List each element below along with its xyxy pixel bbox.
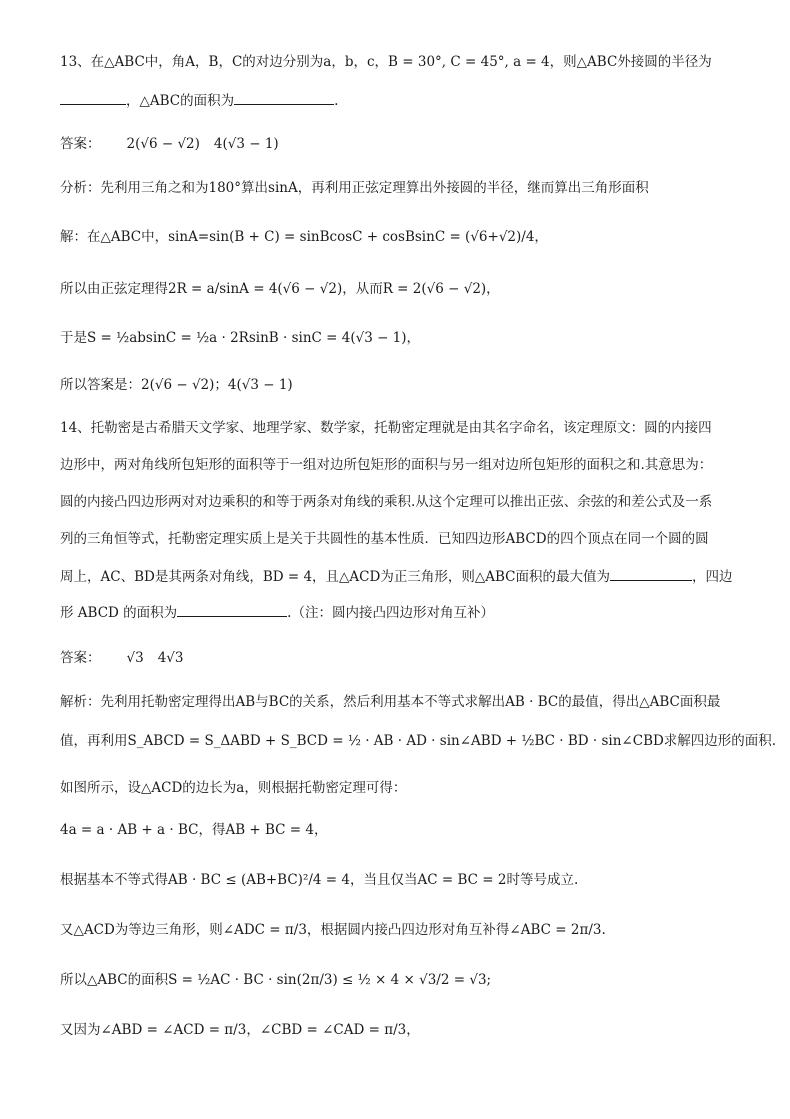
q13-analysis: 分析：先利用三角之和为180°算出sinA，再利用正弦定理算出外接圆的半径，继而算出三角形面积 [60,180,649,196]
q14-step-2: 4a = a · AB + a · BC，得AB + BC = 4， [60,822,328,838]
answer-label: 答案： [60,650,101,666]
q14-step-4: 又△ACD为等边三角形，则∠ADC = π/3，根据圆内接凸四边形对角互补得∠ABC = 2π/3. [60,922,606,938]
q14-step-5: 所以△ABC的面积S = ½AC · BC · sin(2π/3) ≤ ½ × 4 × √3/2 = √3; [60,972,492,988]
q13-solution-2: 所以由正弦定理得2R = a/sinA = 4(√6 − √2)，从而R = 2(√6 − √2)， [60,281,500,297]
q14-paragraph-6-end: .（注：圆内接凸四边形对角互补） [287,605,494,621]
answer-blank-1 [60,90,126,105]
q14-paragraph-4: 列的三角恒等式，托勒密定理实质上是关于共圆性的基本性质．已知四边形ABCD的四个顶点在同一个圆的圆 [60,531,709,547]
q14-answer [60,648,740,668]
q14-paragraph-6 [60,602,740,623]
q13-solution-4: 所以答案是：2(√6 − √2)；4(√3 − 1) [60,377,293,393]
answer-value-1: 2(√6 − √2) [126,136,200,152]
q13-question-mid: ，△ABC的面积为 [126,93,235,109]
answer-value-1: √3 [126,650,144,666]
q14-paragraph-5-end: ，四边 [691,569,733,585]
q13-question-end: . [334,93,339,109]
answer-value-2: 4(√3 − 1) [213,136,279,152]
q13-solution-1: 解：在△ABC中，sinA=sin(B + C) = sinBcosC + cosBsinC = (√6+√2)/4， [60,229,548,245]
q13-solution-3: 于是S = ½absinC = ½a · 2RsinB · sinC = 4(√3 − 1)， [60,330,421,346]
answer-value-2: 4√3 [157,650,184,666]
q14-paragraph-2: 边形中，两对角线所包矩形的面积等于一组对边所包矩形的面积与另一组对边所包矩形的面积之和.其意思为： [60,457,713,473]
q13-question-line1: 13、在△ABC中，角A，B，C的对边分别为a，b，c，B = 30°, C = 45°, a = 4，则△ABC外接圆的半径为 [60,54,712,70]
q13-answer [60,134,740,154]
answer-label: 答案： [60,136,101,152]
q14-step-1: 如图所示，设△ACD的边长为a，则根据托勒密定理可得： [60,780,407,796]
q14-analysis-1: 解析：先利用托勒密定理得出AB与BC的关系，然后利用基本不等式求解出AB · BC的最值，得出△ABC面积最 [60,694,721,710]
q14-analysis-2: 值，再利用S_ABCD = S_ΔABD + S_BCD = ½ · AB · AD · sin∠ABD + ½BC · BD · sin∠CBD求解四边形的面积. [60,733,777,749]
q14-paragraph-5 [60,566,740,587]
answer-blank-3 [610,566,692,581]
q13-question-line2 [60,90,740,111]
q14-paragraph-1: 14、托勒密是古希腊天文学家、地理学家、数学家，托勒密定理就是由其名字命名，该定理原文：圆的内接四 [60,420,712,436]
q14-paragraph-5-text: 周上，AC、BD是其两条对角线，BD = 4，且△ACD为正三角形，则△ABC面积的最大值为 [60,569,610,585]
q14-paragraph-6-text: 形 ABCD 的面积为 [60,605,178,621]
answer-blank-4 [177,602,287,617]
answer-blank-2 [234,90,334,105]
q14-step-3: 根据基本不等式得AB · BC ≤ (AB+BC)²/4 = 4，当且仅当AC = BC = 2时等号成立. [60,872,579,888]
q14-paragraph-3: 圆的内接凸四边形两对对边乘积的和等于两条对角线的乘积.从这个定理可以推出正弦、余弦的和差公式及一系 [60,494,713,510]
q14-step-6: 又因为∠ABD = ∠ACD = π/3，∠CBD = ∠CAD = π/3， [60,1022,420,1038]
